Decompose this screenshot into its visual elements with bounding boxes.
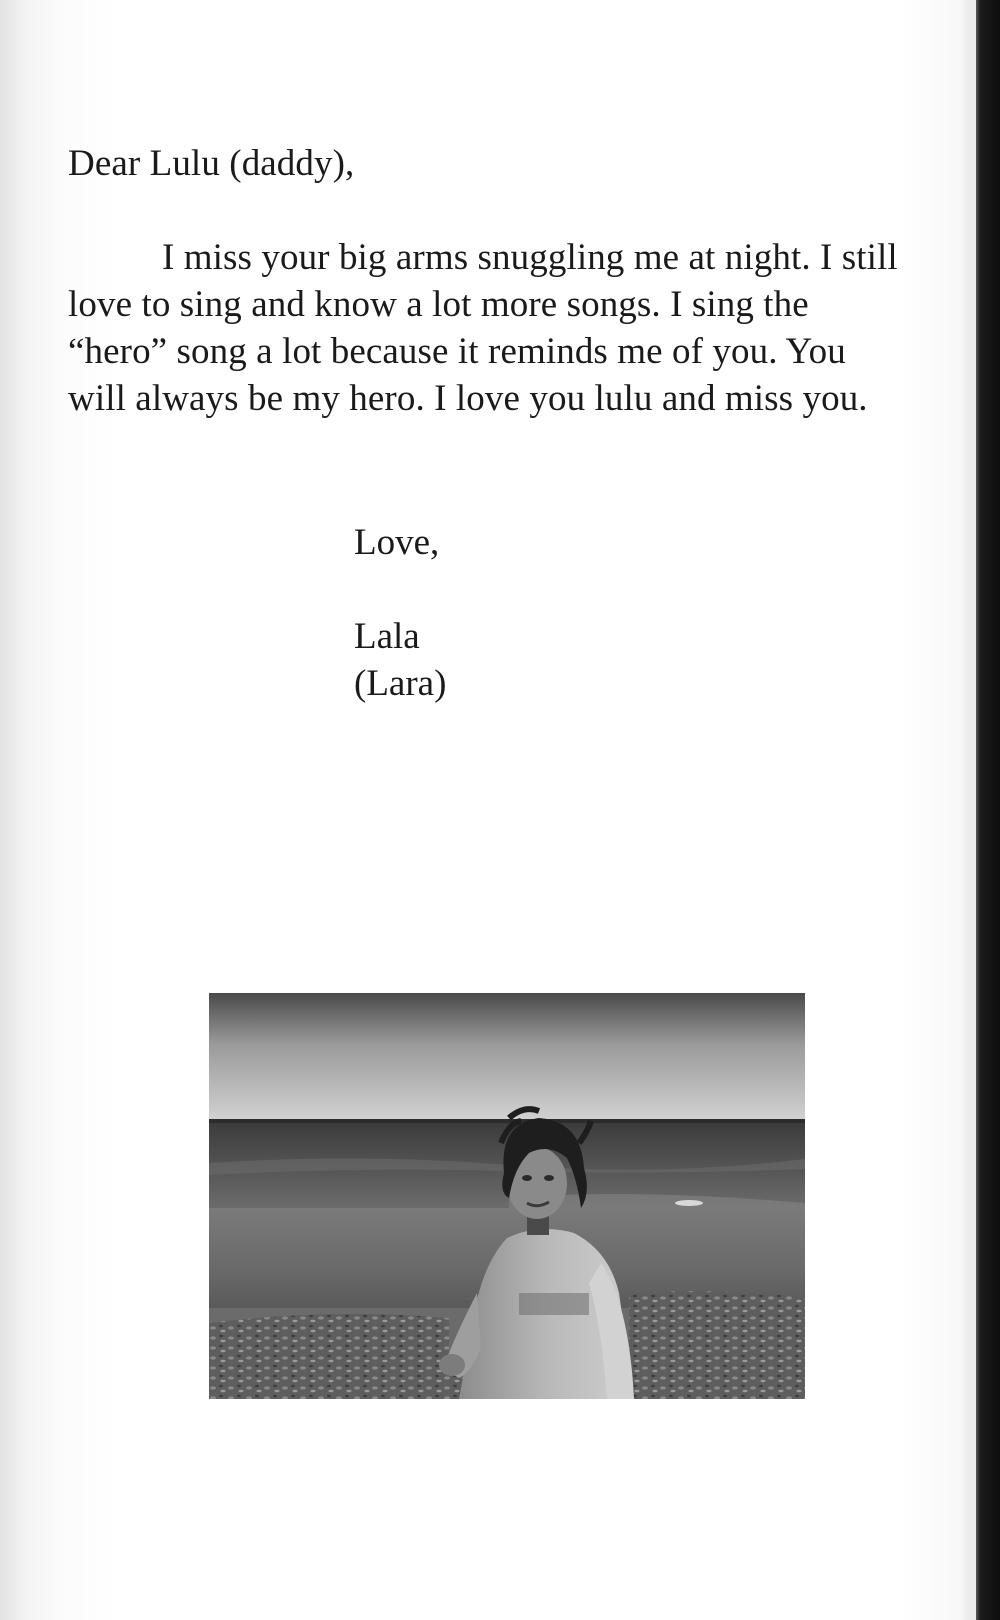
- letter-closing-block: [354, 519, 446, 707]
- photo-horizon: [209, 1119, 805, 1123]
- letter-signature: Lala: [354, 616, 420, 657]
- photo-sky: [209, 993, 805, 1121]
- page-edge: [976, 0, 1000, 1620]
- letter: [68, 140, 908, 422]
- letter-body: I miss your big arms snuggling me at night. I still love to sing and know a lot more songs. I sing the “hero” song a lot because it reminds me of you. You will always be my hero. I love you lulu and miss you.: [68, 237, 898, 419]
- letter-signature-name: (Lara): [354, 663, 447, 704]
- letter-closing: Love,: [354, 522, 440, 563]
- letter-salutation: Dear Lulu (daddy),: [68, 143, 355, 184]
- beach-photo: [209, 993, 805, 1399]
- beach-photo-image: [209, 993, 805, 1399]
